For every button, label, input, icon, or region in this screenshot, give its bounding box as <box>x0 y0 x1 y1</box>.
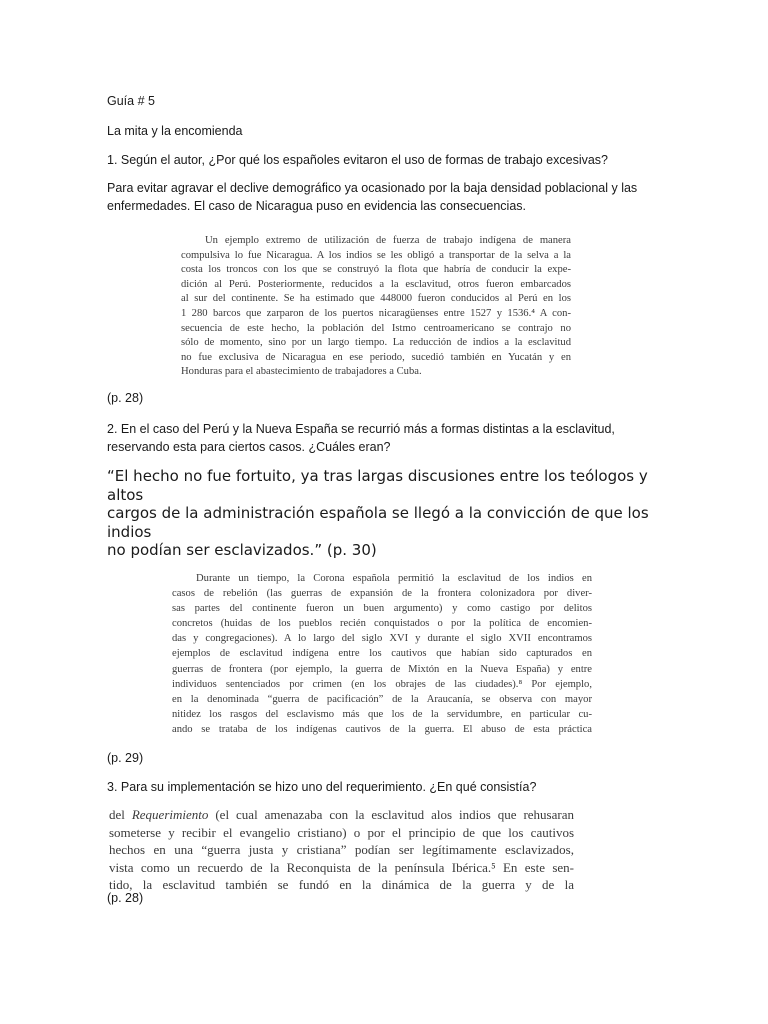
excerpt-2-line: concretos (huidas de los pueblos recién conquistados o por la política de encomien- <box>172 618 592 630</box>
question-3: 3. Para su implementación se hizo uno del requerimiento. ¿En qué consistía? <box>107 780 537 794</box>
excerpt-2-line: nitidez los rasgos del esclavismo más que los de la servidumbre, en particular cu- <box>172 708 592 720</box>
answer-2-line: “El hecho no fue fortuito, ya tras largas discusiones entre los teólogos y <box>107 467 648 485</box>
excerpt-3-line: vista como un recuerdo de la Reconquista de la península Ibérica.⁵ En este sen- <box>109 859 574 875</box>
excerpt-3-line <box>109 806 574 824</box>
excerpt-2-line: individuos sentenciados por crimen (en los obrajes de las ciudades).⁸ Por ejemplo, <box>172 678 592 690</box>
excerpt-2-line: das y congregaciones). A lo largo del siglo XVI y durante el siglo XVII encontramos <box>172 633 592 645</box>
excerpt-1-line: 1 280 barcos que zarparon de los puertos nicaragüenses entre 1527 y 1536.⁴ A con- <box>181 307 571 319</box>
answer-2-line: cargos de la administración española se llegó a la convicción de que los <box>107 504 649 523</box>
excerpt-1-line: no fue exclusiva de Nicaragua en ese periodo, sucedió también en Yucatán y en <box>181 351 571 363</box>
document-title: Guía # 5 <box>107 94 155 108</box>
citation-3: (p. 28) <box>107 891 144 905</box>
answer-2-quote <box>107 467 649 560</box>
document-subtitle: La mita y la encomienda <box>107 124 243 138</box>
question-1: 1. Según el autor, ¿Por qué los españoles evitaron el uso de formas de trabajo excesivas? <box>107 153 608 167</box>
question-2-line-2: reservando esta para ciertos casos. ¿Cuáles eran? <box>107 440 391 454</box>
excerpt-1-line: secuencia de este hecho, la población del Istmo centroamericano se contrajo no <box>181 322 571 334</box>
excerpt-3-prefix: del <box>109 807 132 822</box>
answer-2-line: altos <box>107 485 144 504</box>
excerpt-1-image <box>181 234 571 380</box>
answer-1-line-2: enfermedades. El caso de Nicaragua puso en evidencia las consecuencias. <box>107 199 527 213</box>
excerpt-1-line: compulsiva lo fue Nicaragua. A los indios se les obligó a transportar de la selva a la <box>181 249 571 261</box>
excerpt-3-line: someterse y recibir el evangelio cristiano) o por el principio de que los cautivos <box>109 824 574 840</box>
excerpt-3-line: tido, la esclavitud también se fundó en la dinámica de la guerra y de la <box>109 877 574 893</box>
excerpt-1-line: dición al Perú. Posteriormente, reducidos a la esclavitud, otros fueron embarcados <box>181 278 571 290</box>
excerpt-2-line: ejemplos de esclavitud indígena entre los cautivos que habían sido capturados en <box>172 648 592 660</box>
excerpt-1-line: Un ejemplo extremo de utilización de fuerza de trabajo indígena de manera <box>205 235 571 246</box>
citation-1: (p. 28) <box>107 391 144 405</box>
question-2-line-1: 2. En el caso del Perú y la Nueva España se recurrió más a formas distintas a la esclavitud, <box>107 422 615 436</box>
excerpt-2-image <box>172 571 592 737</box>
answer-2-line: indios <box>107 522 152 541</box>
excerpt-2-line: casos de rebelión (las guerras de expansión de la frontera colonizadora por diver- <box>172 588 592 600</box>
excerpt-2-line: sas partes del continente fueron un buen argumento) y como castigo por delitos <box>172 603 592 615</box>
answer-2-line: no podían ser esclavizados.” (p. 30) <box>107 541 377 560</box>
answer-1-line-1: Para evitar agravar el declive demográfico ya ocasionado por la baja densidad poblacional y las <box>107 181 638 195</box>
excerpt-3-line: hechos en una “guerra justa y cristiana” podían ser legítimamente esclavizados, <box>109 842 574 858</box>
excerpt-1-line: costa los troncos con los que se construyó la flota que habría de conducir la expe- <box>181 264 571 276</box>
excerpt-2-line: en la denominada “guerra de pacificación” de la Araucanía, se observa con mayor <box>172 693 592 705</box>
excerpt-2-line: guerras de frontera (por ejemplo, la guerra de Mixtón en la Nueva España) y entre <box>172 663 592 675</box>
excerpt-3-first-rest: (el cual amenazaba con la esclavitud alos indios que rehusaran <box>208 807 574 822</box>
excerpt-2-line: ando se trataba de los indígenas cautivos de la guerra. El abuso de esta práctica <box>172 723 592 735</box>
excerpt-3-image <box>109 806 574 893</box>
excerpt-3-italic-term: Requerimiento <box>131 807 209 822</box>
excerpt-1-line: Honduras para el abastecimiento de trabajadores a Cuba. <box>181 366 422 378</box>
citation-2: (p. 29) <box>107 751 144 765</box>
excerpt-1-line: al sur del continente. Se ha estimado que 448000 fueron conducidos al Perú en los <box>181 293 571 305</box>
excerpt-1-line: sólo de momento, sino por un largo tiempo. La reducción de indios a la esclavitud <box>181 337 571 349</box>
excerpt-2-line: Durante un tiempo, la Corona española permitió la esclavitud de los indios en <box>196 573 592 584</box>
